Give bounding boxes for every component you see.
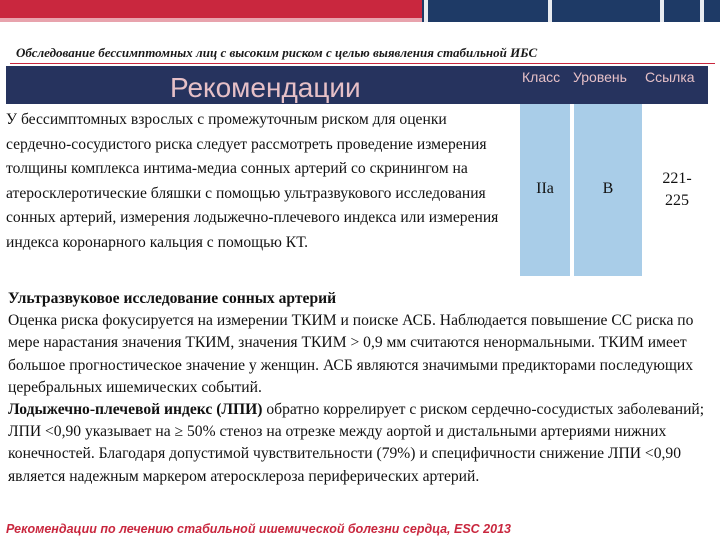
stripe (424, 0, 428, 22)
paragraph-abi-text: обратно коррелирует с риском сердечно-сосудистых заболеваний; ЛПИ <0,90 указывает на ≥ 50% стеноз на отрезке между аортой и дистальными артериями нижних конечностей. Благодаря допустимой чувствительности (79%) и специфичности снижение ЛПИ <0,90 является надежным маркером атеросклероза периферических артерий. (8, 401, 705, 485)
recommendation-text: У бессимптомных взрослых с промежуточным риском для оценки сердечно-сосудистого риска следует рассмотреть проведение измерения толщины комплекса интима-медиа сонных артерий со скринингом на атеросклеротические бляшки с помощью ультразвукового исследования сонных артерий, измерения лодыжечно-плечевого индекса или измерения индекса коронарного кальция с помощью КТ. (6, 111, 499, 251)
heading-abi: Лодыжечно-плечевой индекс (ЛПИ) (8, 401, 263, 419)
stripe (700, 0, 704, 22)
title-divider (10, 63, 715, 64)
stripe (548, 0, 552, 22)
stripe (660, 0, 664, 22)
class-value: IIa (536, 180, 554, 197)
level-value: B (602, 180, 614, 197)
accent-strip (0, 18, 422, 22)
reference-value (646, 168, 708, 212)
header-class: Класс (522, 69, 561, 85)
footer-source: Рекомендации по лечению стабильной ишемической болезни сердца, ESC 2013 (6, 522, 511, 536)
header-level: Уровень (573, 69, 627, 85)
heading-carotid-ultrasound: Ультразвуковое исследование сонных артерий (8, 290, 337, 307)
red-strip (0, 0, 422, 18)
reference-line1: 221- (662, 170, 692, 187)
top-decor-bar (0, 0, 720, 22)
paragraph-carotid: Оценка риска фокусируется на измерении ТКИМ и поиске АСБ. Наблюдается повышение СС риска по мере нарастания значения ТКИМ, значения ТКИМ > 0,9 мм считаются ненормальными. ТКИМ имеет большое прогностическое значение у женщин. АСБ являются значимыми предикторами последующих церебральных ишемических событий. (8, 312, 694, 396)
header-reference: Ссылка (645, 69, 695, 85)
page-title: Обследование бессимптомных лиц с высоким риском с целью выявления стабильной ИБС (16, 45, 538, 60)
paragraph-abi (8, 399, 718, 488)
reference-line2: 225 (665, 192, 689, 209)
header-recommendations: Рекомендации (170, 72, 361, 103)
body-text (8, 288, 718, 488)
